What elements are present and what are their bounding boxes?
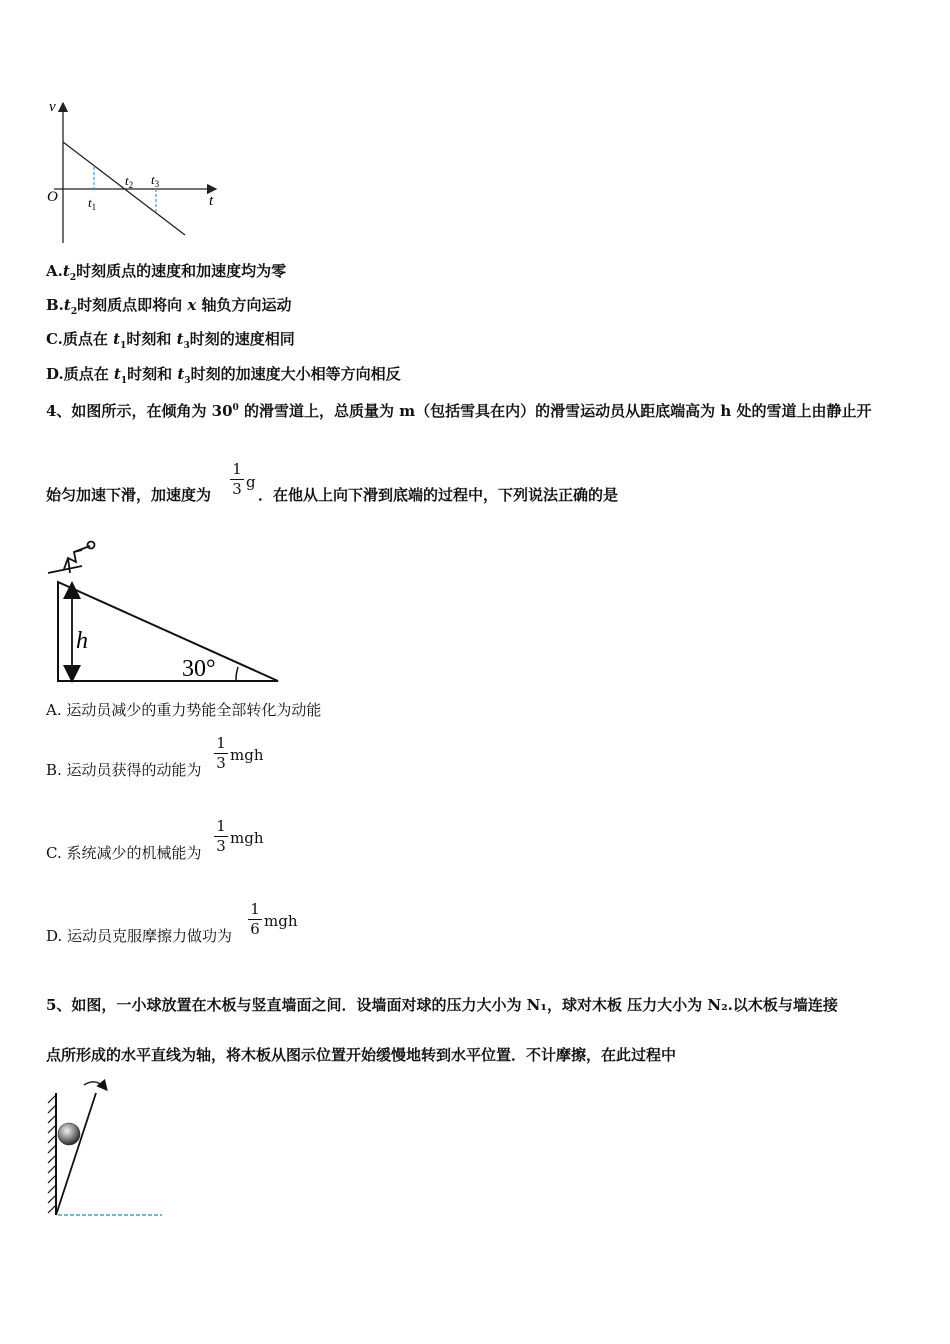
- q4-stem-line1: 4、如图所示，在倾角为 $30^0$ 的滑雪道上，总质量为 m（包括雪具在内）的滑雪运动员从距底端高为 h 处的雪道上由静止开: [46, 402, 872, 420]
- q4-stem-line2: 始匀加速下滑，加速度为: [46, 486, 212, 504]
- ski-slope-figure: [44, 540, 284, 688]
- q3-option-c: C.质点在 $t_1$时刻和 $t_3$时刻的速度相同: [46, 330, 295, 351]
- angle-label: 30°: [182, 656, 216, 682]
- t-axis-label: t: [209, 193, 214, 209]
- ball-board-wall-figure: [40, 1075, 170, 1225]
- slope-triangle: [58, 582, 278, 681]
- rotation-arrow: [84, 1082, 106, 1089]
- wall-hatching: [48, 1095, 56, 1213]
- q4-option-c: C. 系统减少的机械能为: [46, 844, 202, 862]
- q4-option-d: D. 运动员克服摩擦力做功为: [46, 927, 233, 945]
- q4-option-c-fraction: 1 3: [214, 818, 228, 855]
- v-axis-label: v: [49, 99, 56, 115]
- t1-label: $t_1$: [88, 195, 97, 212]
- q3-option-a: $A.t_2$时刻质点的速度和加速度均为零: [46, 262, 287, 283]
- q4-accel-g: g: [246, 473, 256, 491]
- angle-arc: [236, 667, 238, 681]
- q4-option-a: A. 运动员减少的重力势能全部转化为动能: [46, 701, 322, 719]
- q4-option-b-fraction: 1 3: [214, 735, 228, 772]
- q5-stem-line1: 5、如图，一小球放置在木板与竖直墙面之间．设墙面对球的压力大小为 N₁，球对木板 压力大小为 N₂.以木板与墙连接: [46, 996, 838, 1014]
- q3-option-b: $B.t_2$时刻质点即将向 x 轴负方向运动: [46, 296, 292, 317]
- q3-option-d: D.质点在 $t_1$时刻和 $t_3$时刻的加速度大小相等方向相反: [46, 365, 401, 386]
- velocity-time-graph: [40, 95, 230, 245]
- q4-accel-fraction: 1 3: [230, 461, 244, 498]
- origin-label: O: [47, 189, 58, 205]
- board: [56, 1093, 96, 1215]
- q4-option-b: B. 运动员获得的动能为: [46, 761, 202, 779]
- q4-stem-line2-tail: ．在他从上向下滑到底端的过程中，下列说法正确的是: [258, 486, 619, 504]
- q4-option-d-fraction: 1 6: [248, 901, 262, 938]
- q5-stem-line2: 点所形成的水平直线为轴，将木板从图示位置开始缓慢地转到水平位置．不计摩擦，在此过程中: [46, 1046, 677, 1064]
- t2-label: $t_2$: [125, 173, 134, 190]
- height-label: h: [76, 628, 88, 654]
- t3-label: $t_3$: [151, 172, 160, 189]
- q4-option-b-mgh: mgh: [230, 746, 264, 764]
- q4-option-d-mgh: mgh: [264, 912, 298, 930]
- ball: [58, 1123, 80, 1145]
- q4-option-c-mgh: mgh: [230, 829, 264, 847]
- skier-icon: [48, 542, 95, 574]
